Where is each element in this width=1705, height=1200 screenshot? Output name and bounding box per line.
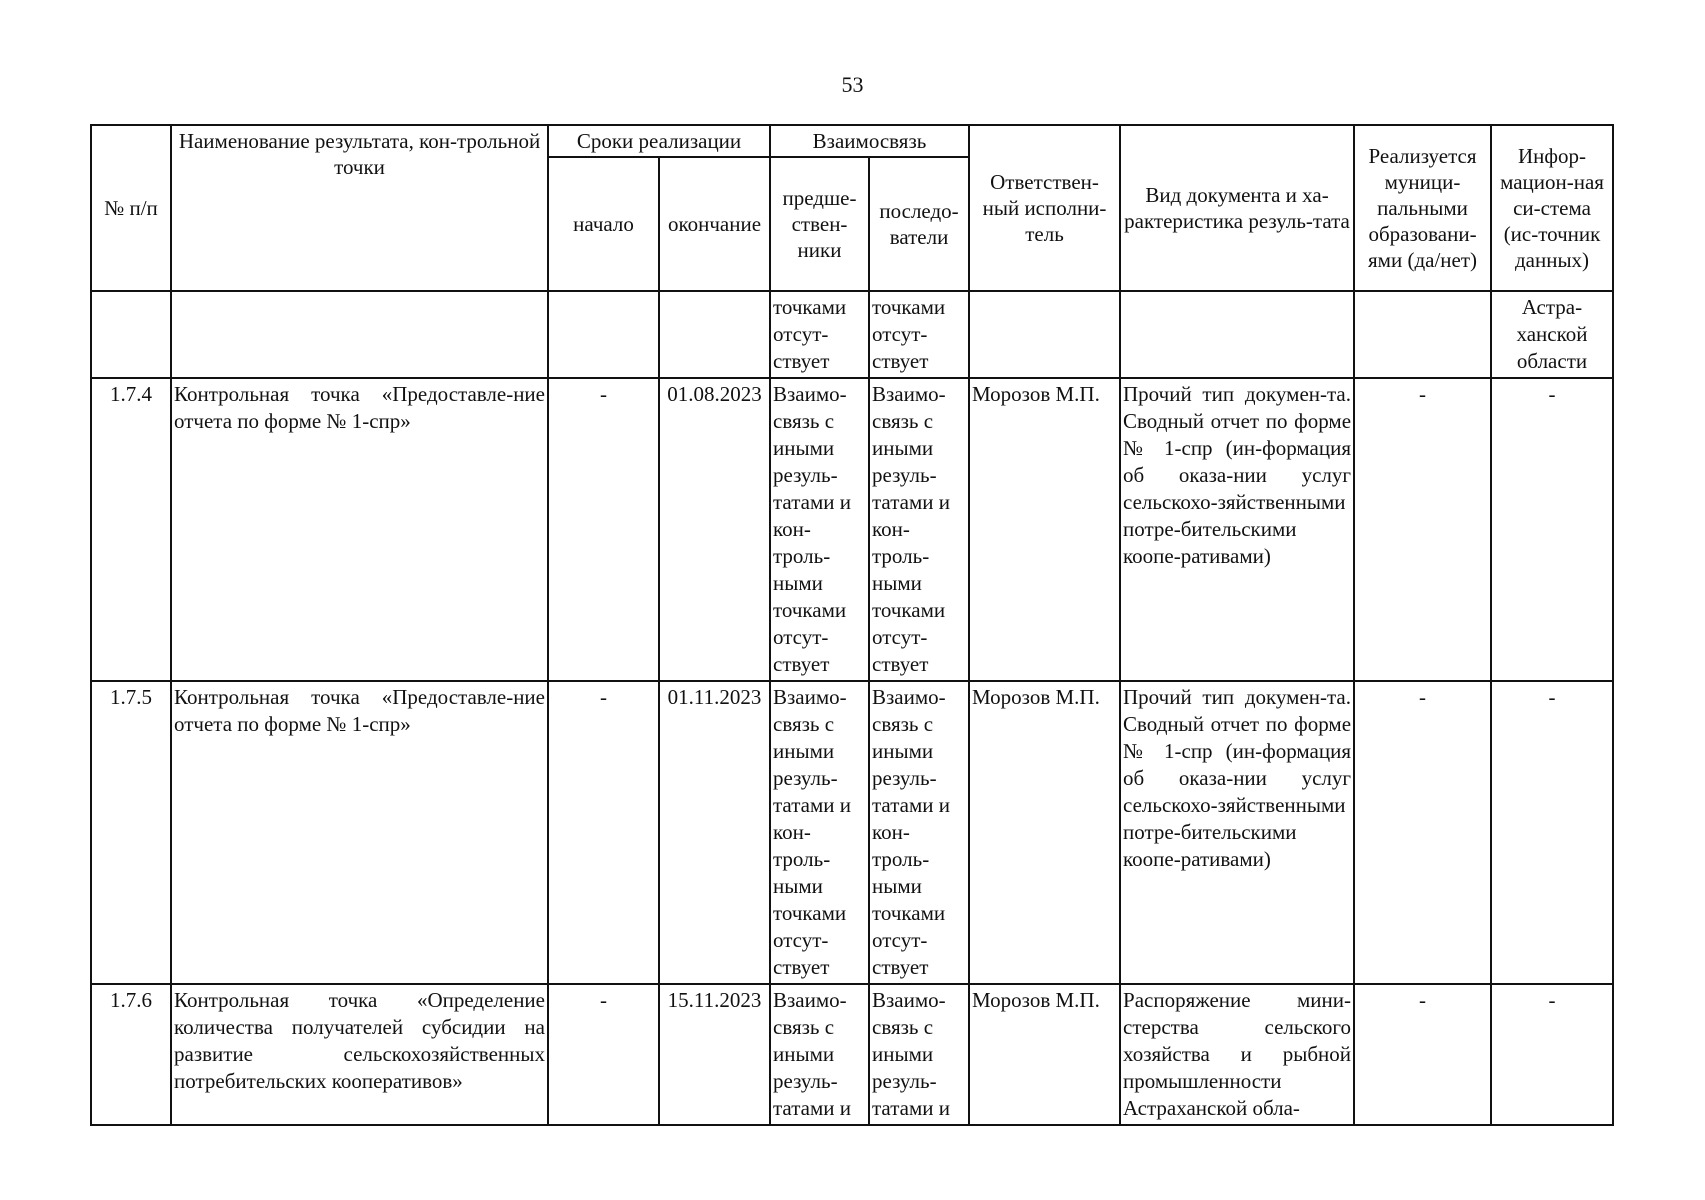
table-row [91,681,1613,984]
row-predecessors: Взаимо- связь с иными резуль- татами и кон- троль- ными точками отсут- ствует [770,378,869,681]
header-relation: Взаимосвязь [770,125,969,157]
row-num: 1.7.5 [91,681,171,984]
header-num: № п/п [91,125,171,291]
row-info-system: Астра- ханской области [1491,291,1613,378]
row-document: Прочий тип докумен-та. Сводный отчет по форме № 1-спр (ин-формация об оказа-нии услуг сельскохо-зяйственными потре-бительскими коопе-ративами) [1120,378,1354,681]
row-name [171,291,548,378]
header-end: окончание [659,157,770,291]
row-num: 1.7.4 [91,378,171,681]
row-end: 01.08.2023 [659,378,770,681]
row-start: - [548,681,659,984]
row-predecessors: Взаимо- связь с иными резуль- татами и [770,984,869,1125]
header-responsible: Ответствен-ный исполни-тель [969,125,1120,291]
row-start: - [548,378,659,681]
row-end: 01.11.2023 [659,681,770,984]
header-municipal: Реализуется муници-пальными образовани-ями (да/нет) [1354,125,1491,291]
row-municipal: - [1354,984,1491,1125]
row-name: Контрольная точка «Предоставле-ние отчета по форме № 1-спр» [171,378,548,681]
row-successors: Взаимо- связь с иными резуль- татами и кон- троль- ными точками отсут- ствует [869,681,969,984]
header-name: Наименование результата, кон-трольной точки [171,125,548,291]
row-num: 1.7.6 [91,984,171,1125]
row-name: Контрольная точка «Предоставле-ние отчета по форме № 1-спр» [171,681,548,984]
row-responsible [969,291,1120,378]
row-start [548,291,659,378]
header-start: начало [548,157,659,291]
row-num [91,291,171,378]
row-end: 15.11.2023 [659,984,770,1125]
header-predecessors: предше-ствен-ники [770,157,869,291]
row-predecessors: Взаимо- связь с иными резуль- татами и кон- троль- ными точками отсут- ствует [770,681,869,984]
row-successors: точками отсут- ствует [869,291,969,378]
page-number: 53 [841,72,864,97]
row-document [1120,291,1354,378]
row-info-system: - [1491,681,1613,984]
row-responsible: Морозов М.П. [969,378,1120,681]
table-row [91,291,1613,378]
row-municipal [1354,291,1491,378]
row-predecessors: точками отсут- ствует [770,291,869,378]
header-successors: последо-ватели [869,157,969,291]
row-document: Прочий тип докумен-та. Сводный отчет по форме № 1-спр (ин-формация об оказа-нии услуг сельскохо-зяйственными потре-бительскими коопе-ративами) [1120,681,1354,984]
table-row [91,378,1613,681]
row-successors: Взаимо- связь с иными резуль- татами и кон- троль- ными точками отсут- ствует [869,378,969,681]
row-info-system: - [1491,378,1613,681]
row-responsible: Морозов М.П. [969,984,1120,1125]
row-info-system: - [1491,984,1613,1125]
row-municipal: - [1354,681,1491,984]
header-info-system: Инфор-мацион-ная си-стема (ис-точник данных) [1491,125,1613,291]
row-start: - [548,984,659,1125]
row-responsible: Морозов М.П. [969,681,1120,984]
header-terms: Сроки реализации [548,125,770,157]
row-name: Контрольная точка «Определение количества получателей субсидии на развитие сельскохозяйственных потребительских кооперативов» [171,984,548,1125]
control-points-table [90,124,1614,1126]
row-successors: Взаимо- связь с иными резуль- татами и [869,984,969,1125]
row-document: Распоряжение мини-стерства сельского хозяйства и рыбной промышленности Астраханской обла- [1120,984,1354,1125]
header-document: Вид документа и ха-рактеристика резуль-тата [1120,125,1354,291]
row-end [659,291,770,378]
table-row [91,984,1613,1125]
row-municipal: - [1354,378,1491,681]
